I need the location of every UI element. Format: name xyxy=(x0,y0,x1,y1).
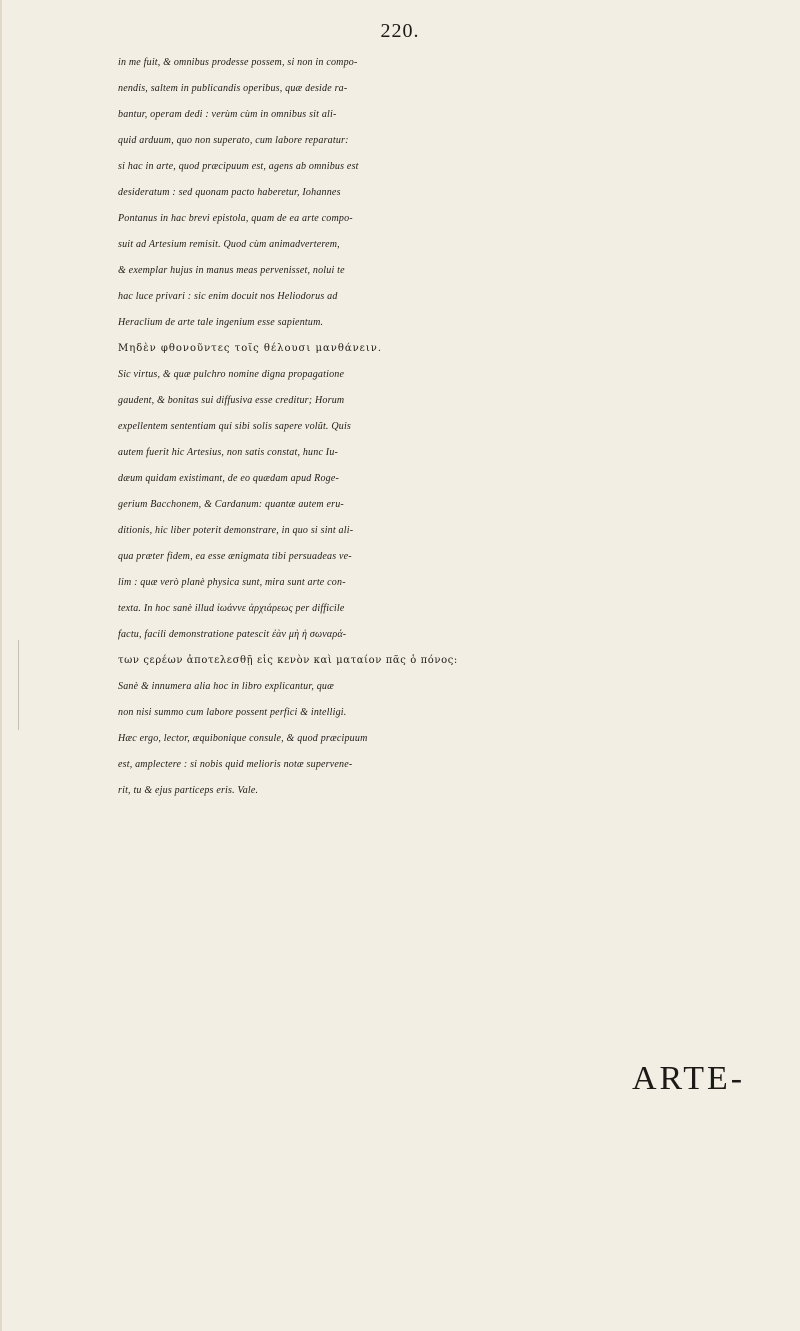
text-line: bantur, operam dedi : verùm cùm in omnibus sit ali- xyxy=(118,109,337,120)
text-line: Μηδὲν φθονοῦντες τοῖς θέλουσι μανθάνειν. xyxy=(118,343,383,354)
text-line: hac luce privari : sic enim docuit nos Heliodorus ad xyxy=(118,291,338,302)
text-line: nendis, saltem in publicandis operibus, quæ deside ra- xyxy=(118,83,348,94)
text-line: factu, facili demonstratione patescit ἐὰν μὴ ἡ σωναρά- xyxy=(118,629,347,640)
catchword: ARTE- xyxy=(632,1060,746,1097)
text-line: desideratum : sed quonam pacto haberetur, Iohannes xyxy=(118,187,341,198)
text-line: si hac in arte, quod præcipuum est, agens ab omnibus est xyxy=(118,161,359,172)
text-line: texta. In hoc sanè illud ἰωάννε ἀρχιάρεως per difficile xyxy=(118,603,345,614)
text-line: Sanè & innumera alia hoc in libro explicantur, quæ xyxy=(118,681,335,692)
text-line: & exemplar hujus in manus meas pervenisset, nolui te xyxy=(118,265,345,276)
page-number: 220. xyxy=(380,20,420,42)
margin-mark xyxy=(0,0,2,1331)
text-line: suit ad Artesium remisit. Quod cùm animadverterem, xyxy=(118,239,340,250)
text-line: autem fuerit hic Artesius, non satis constat, hunc Iu- xyxy=(118,447,339,458)
text-line: non nisi summo cum labore possent perfici & intelligi. xyxy=(118,707,347,718)
text-line: Hæc ergo, lector, æquibonique consule, & quod præcipuum xyxy=(118,733,368,744)
text-line: est, amplectere : si nobis quid melioris notæ supervene- xyxy=(118,759,353,770)
text-line: των ςερέων ἀποτελεσθῇ εἰς κενὸν καὶ ματαίον πᾶς ὁ πόνος: xyxy=(118,655,458,666)
text-line: lim : quæ verò planè physica sunt, mira sunt arte con- xyxy=(118,577,346,588)
text-line: gaudent, & bonitas sui diffusiva esse creditur; Horum xyxy=(118,395,345,406)
margin-mark xyxy=(18,640,19,730)
text-line: rit, tu & ejus particeps eris. Vale. xyxy=(118,785,259,796)
text-line: expellentem sententiam qui sibi solis sapere volũt. Quis xyxy=(118,421,352,432)
text-line: in me fuit, & omnibus prodesse possem, si non in compo- xyxy=(118,57,358,68)
text-line: quid arduum, quo non superato, cum labore reparatur: xyxy=(118,135,349,146)
text-line: Heraclium de arte tale ingenium esse sapientum. xyxy=(118,317,324,328)
text-line: Sic virtus, & quæ pulchro nomine digna propagatione xyxy=(118,369,345,380)
text-line: dæum quidam existimant, de eo quædam apud Roge- xyxy=(118,473,340,484)
text-line: Pontanus in hac brevi epistola, quam de ea arte compo- xyxy=(118,213,353,224)
text-line: ditionis, hic liber poterit demonstrare, in quo si sint ali- xyxy=(118,525,354,536)
text-line: gerium Bacchonem, & Cardanum: quantæ autem eru- xyxy=(118,499,344,510)
body-text xyxy=(118,50,798,804)
text-line: qua præter fidem, ea esse ænigmata tibi persuadeas ve- xyxy=(118,551,352,562)
